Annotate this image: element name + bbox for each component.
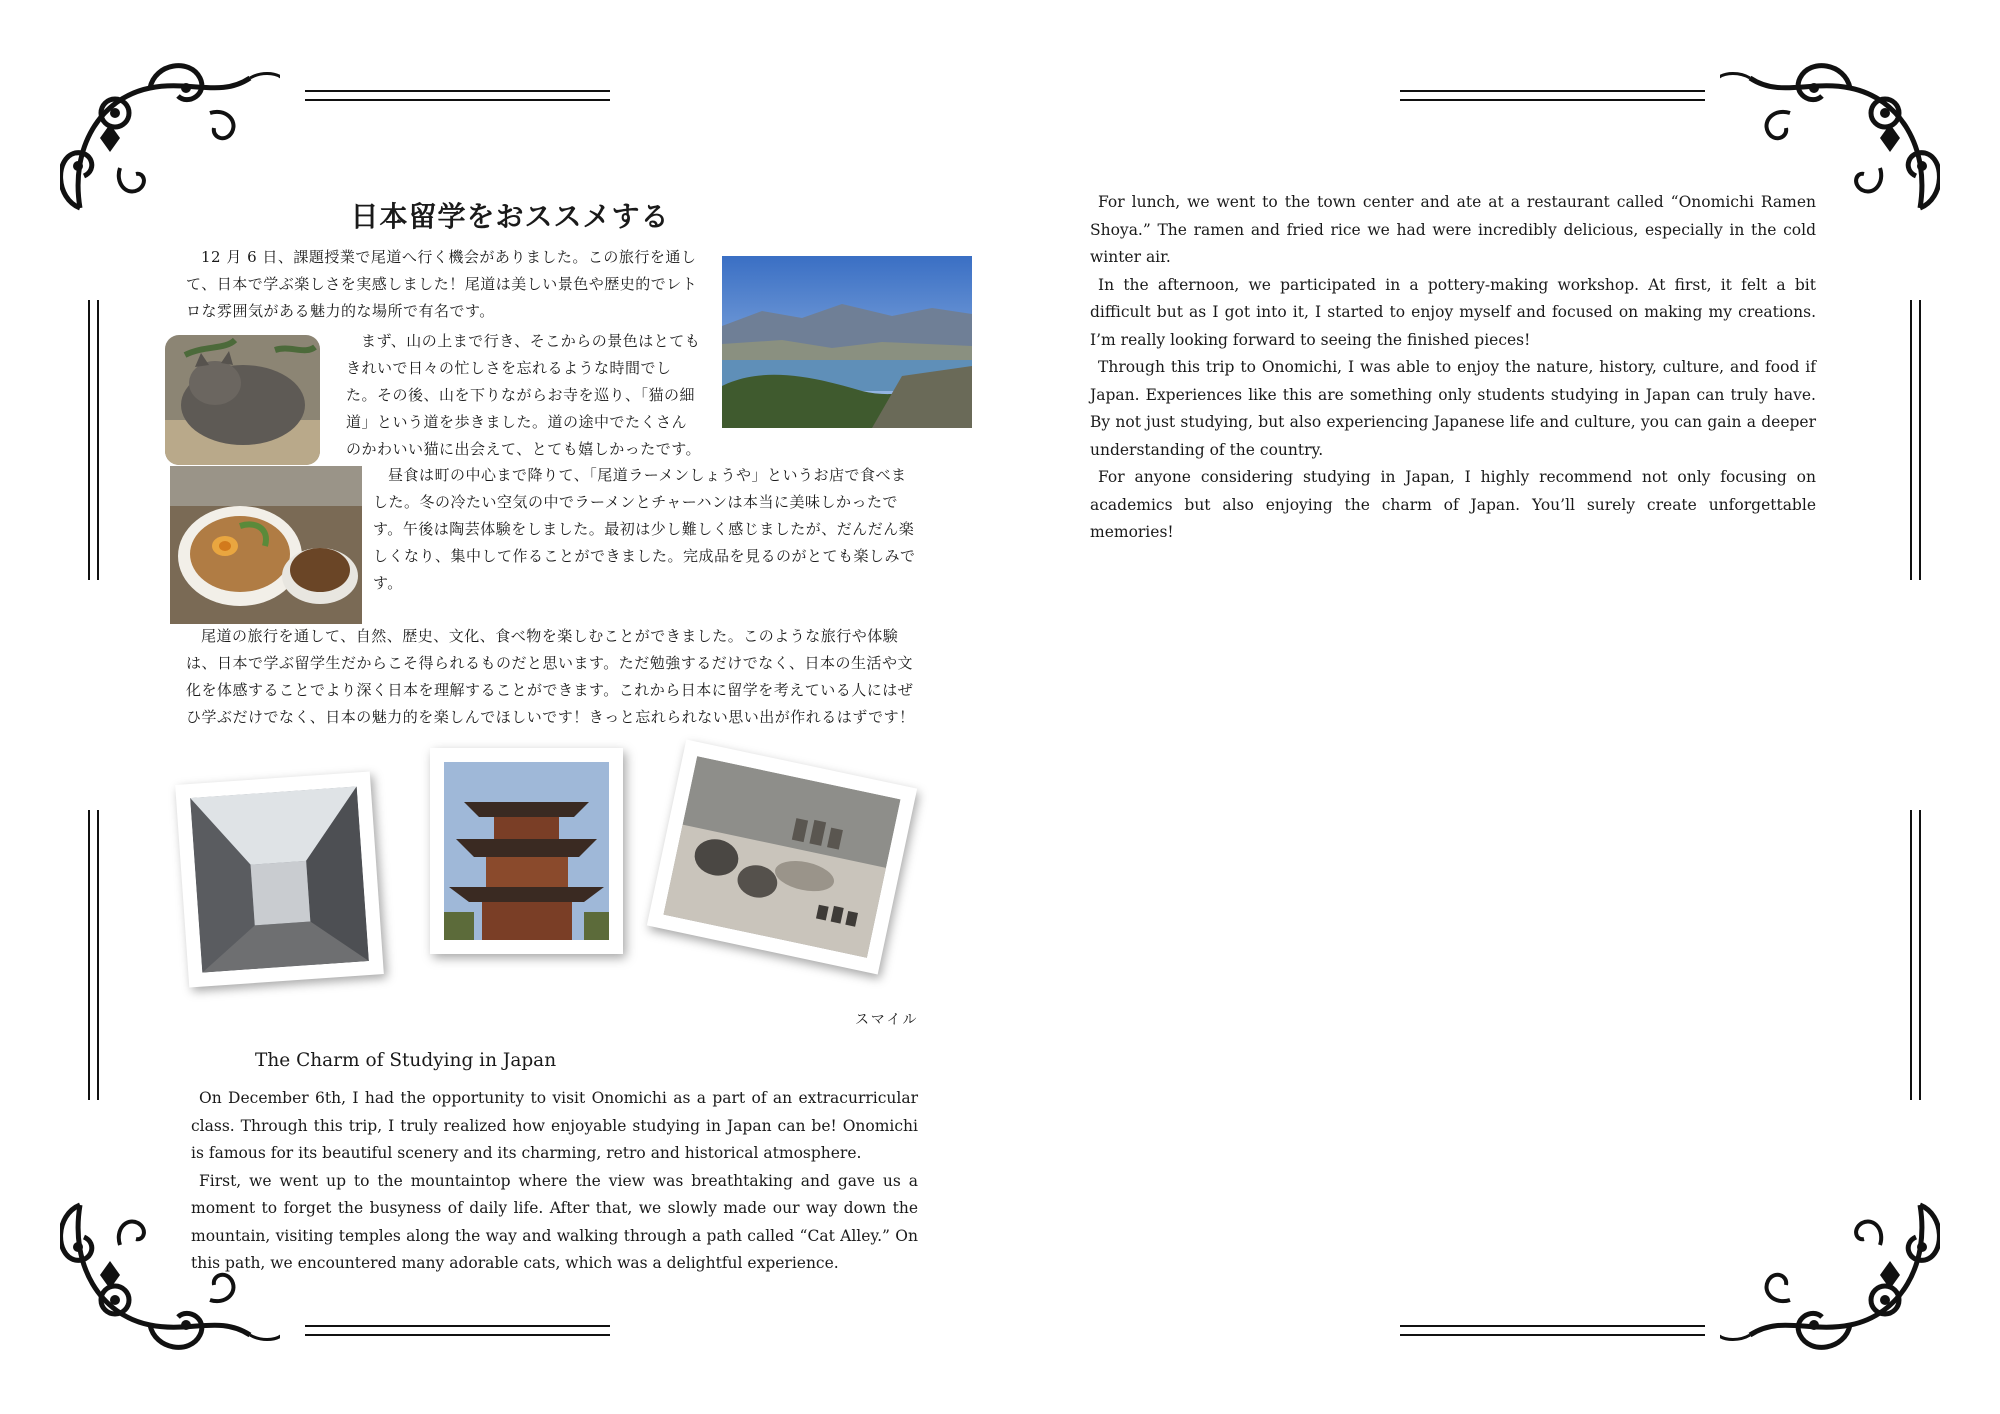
onomichi-view-photo [722, 256, 972, 428]
temple-pagoda-image [444, 762, 609, 940]
page-title-jp: 日本留学をおススメする [350, 200, 670, 233]
en-paragraph-3: For lunch, we went to the town center and ate at a restaurant called “Onomichi Ramen Shoya.” The ramen and fried rice we had were incredibly delicious, especially in the cold winter air. [1090, 193, 1816, 266]
jp-paragraph-3: 昼食は町の中心まで降りて、「尾道ラーメンしょうや」というお店で食べました。冬の冷たい空気の中でラーメンとチャーハンは本当に美味しかったです。午後は陶芸体験をしました。最初は少し難しく感じましたが、だんだん楽しくなり、集中して作ることができました。完成品を見るのがとても楽しみです。 [373, 466, 916, 592]
pottery-photo [647, 740, 917, 975]
en-paragraph-1: On December 6th, I had the opportunity to visit Onomichi as a part of an extracurricular class. Through this trip, I truly realized how enjoyable studying in Japan can be! Onomichi is famous for its beautiful scenery and its charming, retro and historical atmosphere. [191, 1089, 918, 1162]
border-line-left-upper [88, 300, 99, 580]
en-paragraph-5: Through this trip to Onomichi, I was able to enjoy the nature, history, culture, and food if Japan. Experiences like this are something only students studying in Japan can truly have. By not just studying, but also experiencing Japanese life and culture, you can gain a deeper understanding of the country. [1090, 358, 1816, 459]
temple-pagoda-photo [430, 748, 623, 954]
jp-paragraph-4: 尾道の旅行を通して、自然、歴史、文化、食べ物を楽しむことができました。このような旅行や体験は、日本で学ぶ留学生だからこそ得られるものだと思います。ただ勉強するだけでなく、日本の生活や文化を体感することでより深く日本を理解することができます。これから日本に留学を考えている人にはぜひ学ぶだけでなく、日本の魅力的を楽しんでほしいです！きっと忘れられない思い出が作れるはずです！ [186, 627, 915, 726]
jp-paragraph-2: まず、山の上まで行き、そこからの景色はとてもきれいで日々の忙しさを忘れるような時間でした。その後、山を下りながらお寺を巡り、「猫の細道」という道を歩きました。道の途中でたくさんのかわいい猫に出会えて、とても嬉しかったです。 [346, 332, 702, 458]
border-line-right-lower [1910, 810, 1921, 1100]
onomichi-view-image [722, 256, 972, 428]
author-name: スマイル [855, 1012, 919, 1028]
ramen-photo [170, 466, 362, 624]
corner-ornament-bottom-right [1720, 1185, 1940, 1355]
en-paragraph-2: First, we went up to the mountaintop where the view was breathtaking and gave us a moment to forget the busyness of daily life. After that, we slowly made our way down the mountain, visiting temples along the way and walking through a path called “Cat Alley.” On this path, we encountered many adorable cats, which was a delightful experience. [191, 1171, 918, 1272]
shopping-arcade-photo [175, 771, 384, 987]
border-line-bottom-left [305, 1325, 610, 1336]
cat-image [165, 335, 320, 465]
border-line-bottom-right [1400, 1325, 1705, 1336]
jp-paragraph-1: 12 月 6 日、課題授業で尾道へ行く機会がありました。この旅行を通して、日本で学ぶ楽しさを実感しました！尾道は美しい景色や歴史的でレトロな雰囲気がある魅力的な場所で有名です。 [186, 248, 698, 320]
en-text-right [1090, 189, 1816, 547]
en-paragraph-4: In the afternoon, we participated in a pottery-making workshop. At first, it felt a bit difficult but as I got into it, I started to enjoy myself and focused on making my creations. I’m really looking forward to seeing the finished pieces! [1090, 275, 1816, 349]
border-line-top-right [1400, 90, 1705, 101]
en-text-left [191, 1085, 918, 1278]
cat-photo [165, 335, 320, 465]
border-line-right-upper [1910, 300, 1921, 580]
shopping-arcade-image [190, 786, 369, 972]
ramen-image [170, 466, 362, 624]
pottery-image [663, 756, 900, 958]
en-paragraph-6: For anyone considering studying in Japan, I highly recommend not only focusing on academics but also enjoying the charm of Japan. You’ll surely create unforgettable memories! [1090, 468, 1816, 541]
article-title-en: The Charm of Studying in Japan [255, 1050, 557, 1071]
corner-ornament-top-left [60, 58, 280, 228]
border-line-left-lower [88, 810, 99, 1100]
border-line-top-left [305, 90, 610, 101]
